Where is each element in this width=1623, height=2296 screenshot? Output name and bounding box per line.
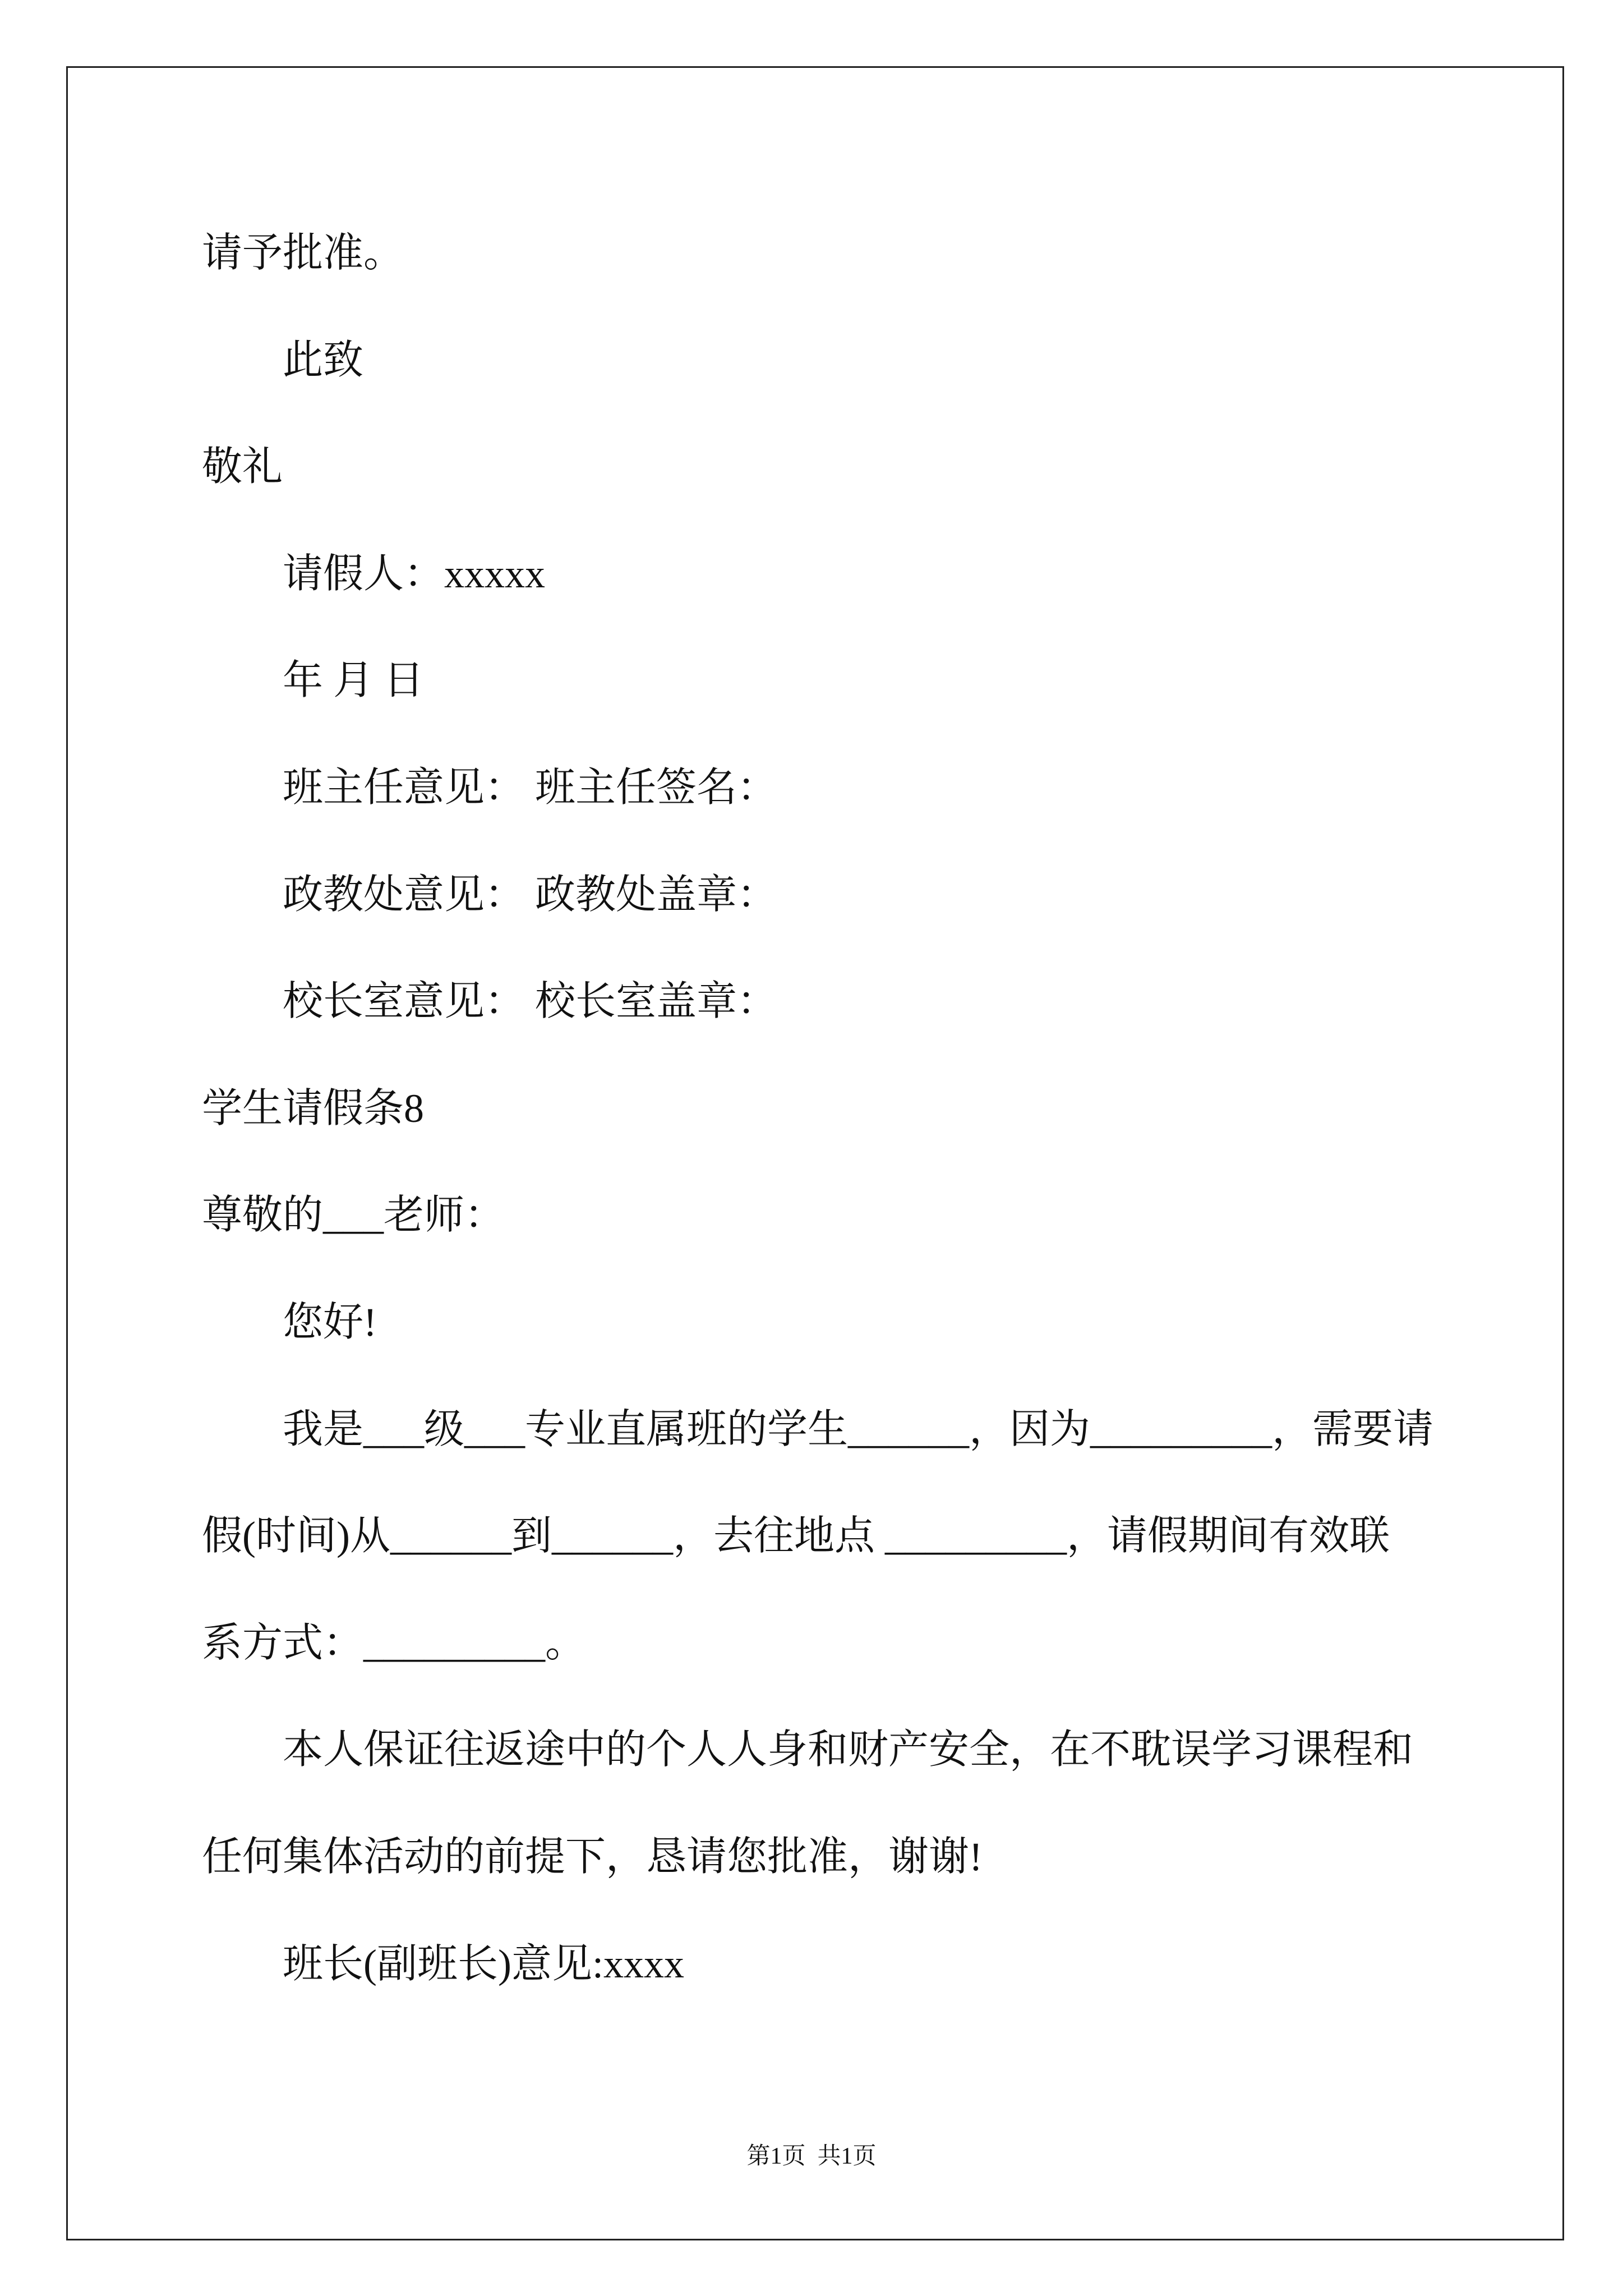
regards-line: 敬礼 (202, 444, 283, 490)
addressee-line: 尊敬的___老师： (202, 1193, 505, 1238)
note-title: 学生请假条8 (202, 1085, 425, 1131)
approval-homeroom-teacher: 班主任意见： 班主任签名： (283, 765, 778, 810)
request-line: 请予批准。 (202, 231, 404, 275)
paragraph2-line-1: 本人保证往返途中的个人人身和财产安全，在不耽误学习课程和 (283, 1727, 1414, 1773)
document-body (0, 200, 1623, 2017)
page-footer: 第1页 共1页 (746, 2143, 877, 2169)
closing-line: 此致 (283, 337, 364, 383)
paragraph1-line-3: 系方式：_________。 (202, 1620, 586, 1665)
greeting-line: 您好! (283, 1299, 377, 1345)
paragraph2-line-2: 任何集体活动的前提下，恳请您批准，谢谢! (202, 1834, 983, 1879)
date-line: 年 月 日 (283, 658, 425, 703)
paragraph1-line-1: 我是___级___专业直属班的学生______，因为_________，需要请 (283, 1406, 1434, 1452)
monitor-opinion-line: 班长(副班长)意见:xxxx (283, 1941, 684, 1986)
paragraph1-line-2: 假(时间)从______到______，去往地点 _________，请假期间有效联 (202, 1513, 1390, 1559)
approval-political-office: 政教处意见： 政教处盖章： (283, 872, 778, 917)
applicant-line: 请假人：xxxxx (283, 551, 546, 596)
approval-principal-office: 校长室意见： 校长室盖章： (283, 979, 778, 1024)
